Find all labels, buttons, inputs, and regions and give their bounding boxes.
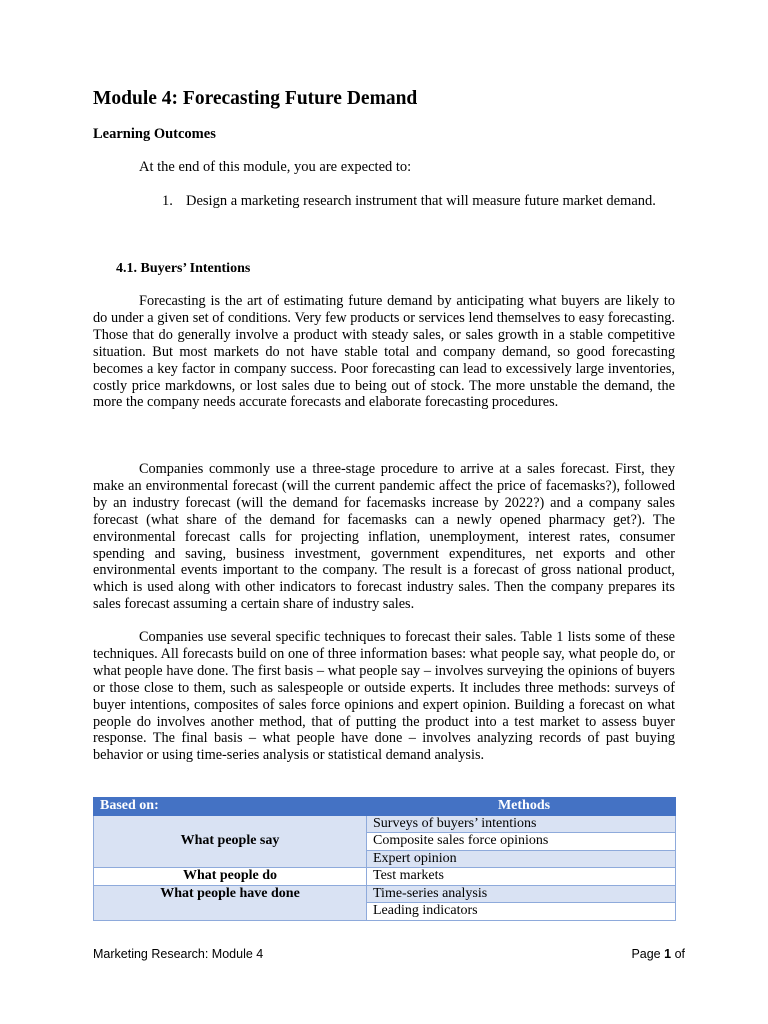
method-cell: Test markets (367, 868, 676, 886)
list-item-number: 1. (162, 193, 173, 209)
method-cell: Expert opinion (367, 850, 676, 868)
forecasting-methods-table (93, 797, 676, 921)
footer-page-label: Page (631, 947, 661, 961)
list-item-text: Design a marketing research instrument that will measure future market demand. (186, 193, 656, 209)
table-row (94, 815, 676, 833)
basis-cell: What people do (94, 868, 367, 886)
section-heading: 4.1. Buyers’ Intentions (116, 261, 251, 276)
paragraph-3: Companies use several specific techniques to forecast their sales. Table 1 lists some of these techniques. All forecasts build on one of three information bases: what people say, what people do, or what people have done. The first basis – what people say – involves surveying the opinions of buyers or those close to them, such as salespeople or outside experts. It includes three methods: surveys of buyer intentions, composites of sales force opinions and expert opinion. Building a forecast on what people do involves another method, that of putting the product into a test market to assess buyer response. The final basis – what people have done – involves analyzing records of past buying behavior or using time-series analysis or statistical demand analysis. (93, 629, 675, 764)
footer-page-number (631, 947, 685, 961)
table-header-row (94, 798, 676, 816)
learning-outcomes-intro: At the end of this module, you are expected to: (139, 159, 412, 175)
paragraph-1: Forecasting is the art of estimating future demand by anticipating what buyers are likely to do under a given set of conditions. Very few products or services lend themselves to easy forecasting. Those that do generally involve a product with steady sales, or sales growth in a stable competitive situation. But most markets do not have stable total and company demand, so good forecasting becomes a key factor in company success. Poor forecasting can lead to excessively large inventories, costly price markdowns, or lost sales due to being out of stock. The more unstable the demand, the more the company needs accurate forecasts and elaborate forecasting procedures. (93, 293, 675, 411)
footer-page-suffix: of (674, 947, 685, 961)
method-cell: Leading indicators (367, 903, 676, 921)
header-methods: Methods (367, 798, 676, 816)
module-title: Module 4: Forecasting Future Demand (93, 88, 418, 109)
learning-outcomes-heading: Learning Outcomes (93, 126, 216, 142)
footer-course-label: Marketing Research: Module 4 (93, 947, 264, 961)
method-cell: Surveys of buyers’ intentions (367, 815, 676, 833)
header-based-on: Based on: (94, 798, 367, 816)
table-row (94, 868, 676, 886)
basis-cell: What people say (94, 815, 367, 868)
learning-outcomes-list (162, 193, 682, 210)
method-cell: Time-series analysis (367, 885, 676, 903)
table-row (94, 885, 676, 903)
paragraph-2: Companies commonly use a three-stage procedure to arrive at a sales forecast. First, they make an environmental forecast (will the current pandemic affect the price of facemasks?), followed by an industry forecast (will the demand for facemasks increase by 2022?) and a company sales forecast (what share of the demand for facemasks can a newly opened pharmacy get?). The environmental forecast calls for projecting inflation, unemployment, interest rates, consumer spending and saving, business investment, government expenditures, net exports and other environmental events important to the company. The result is a forecast of gross national product, which is used along with other indicators to forecast industry sales. Then the company prepares its sales forecast assuming a certain share of industry sales. (93, 461, 675, 613)
method-cell: Composite sales force opinions (367, 833, 676, 851)
list-item (162, 193, 682, 210)
basis-cell: What people have done (94, 885, 367, 920)
footer-page-current: 1 (664, 947, 672, 961)
